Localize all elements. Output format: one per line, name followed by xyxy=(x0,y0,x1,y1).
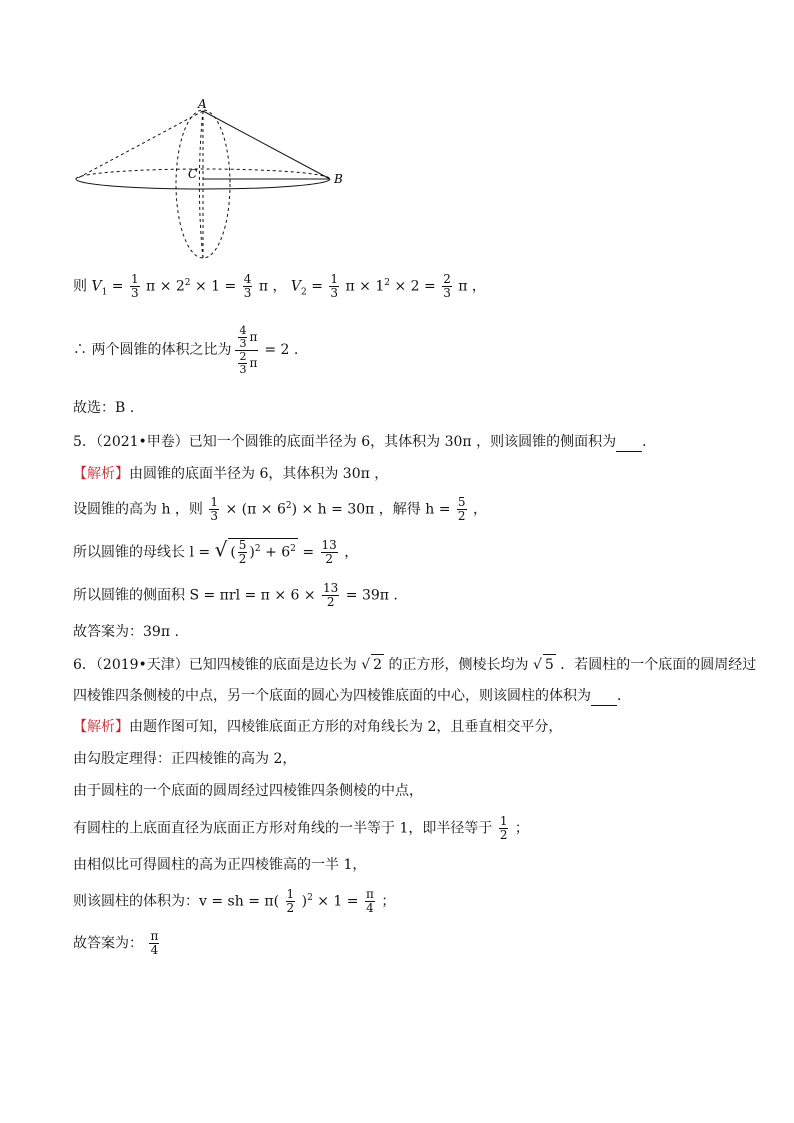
q6-stem-1: 6．（2019•天津）已知四棱锥的底面是边长为 √ 2 的正方形，侧棱长均为 √ 5 ．若圆柱的一个底面的圆周经过 xyxy=(73,654,756,675)
answer-blank xyxy=(591,691,617,706)
q6-analysis-3: 由于圆柱的一个底面的圆周经过四棱锥四条侧棱的中点， xyxy=(73,783,423,799)
q6-analysis-5: 由相似比可得圆柱的高为正四棱锥高的一半 1， xyxy=(73,857,367,873)
q5-stem: 5．（2021•甲卷）已知一个圆锥的底面半径为 6，其体积为 30π ，则该圆锥的侧面积为 ． xyxy=(73,434,657,450)
q6-answer: 故答案为： $\frac{\pi}{4}$ xyxy=(73,929,159,957)
q5-answer: 故答案为：39π . xyxy=(73,624,179,640)
q5-analysis-2: 设圆锥的高为 h ，则 $\frac{1}{3}$ × $(\pi \times 6^2) \times h = 30\pi$ ，解得 h = $\frac{5}{2}$ ， xyxy=(73,495,487,524)
q6-analysis-2: 由勾股定理得：正四棱锥的高为 2， xyxy=(73,751,297,767)
sol4-answer: 故选：B . xyxy=(73,400,135,416)
q6-analysis-6: 则该圆柱的体积为：v = sh = π( $\frac{1}{2}$ )$^2$ × 1 = $\frac{\pi}{4}$ ； xyxy=(73,887,396,916)
sol4-ratio: ∴ 两个圆锥的体积之比为 $\frac{4}{3}$ π $\frac{2}{3}$ π = 2 . xyxy=(73,323,299,376)
label-b: B xyxy=(334,172,343,186)
sol4-volumes: 则 $V_1$ = $\frac{1}{3}$ $\pi \times 2^2 \times 1$ = $\frac{4}{3}$ π ， $V_2$ = $\frac{1}{3}$ $\pi \times 1^2 \times 2$ = $\frac{2}{3}$ π ， xyxy=(73,272,486,301)
analysis-tag: 【解析】 xyxy=(73,719,129,735)
q6-stem-2: 四棱锥四条侧棱的中点，另一个底面的圆心为四棱锥底面的中心，则该圆柱的体积为 ． xyxy=(73,688,631,704)
q5-analysis-1: 【解析】由圆锥的底面半径为 6，其体积为 30π ， xyxy=(73,466,389,482)
label-a: A xyxy=(198,97,207,111)
analysis-tag: 【解析】 xyxy=(73,466,129,482)
answer-blank xyxy=(616,437,642,452)
q5-analysis-3: 所以圆锥的母线长 l = √ ( $\frac{5}{2}$ )$^2 + 6^2$ = $\frac{13}{2}$ ， xyxy=(73,537,359,567)
label-c: C xyxy=(188,167,198,181)
q6-analysis-4: 有圆柱的上底面直径为底面正方形对角线的一半等于 1，即半径等于 $\frac{1}{2}$ ； xyxy=(73,814,529,842)
q6-analysis-1: 【解析】由题作图可知，四棱锥底面正方形的对角线长为 2，且垂直相交平分， xyxy=(73,719,563,735)
q5-analysis-4: 所以圆锥的侧面积 S = πrl = π × 6 × $\frac{13}{2}$ = 39π . xyxy=(73,581,398,609)
